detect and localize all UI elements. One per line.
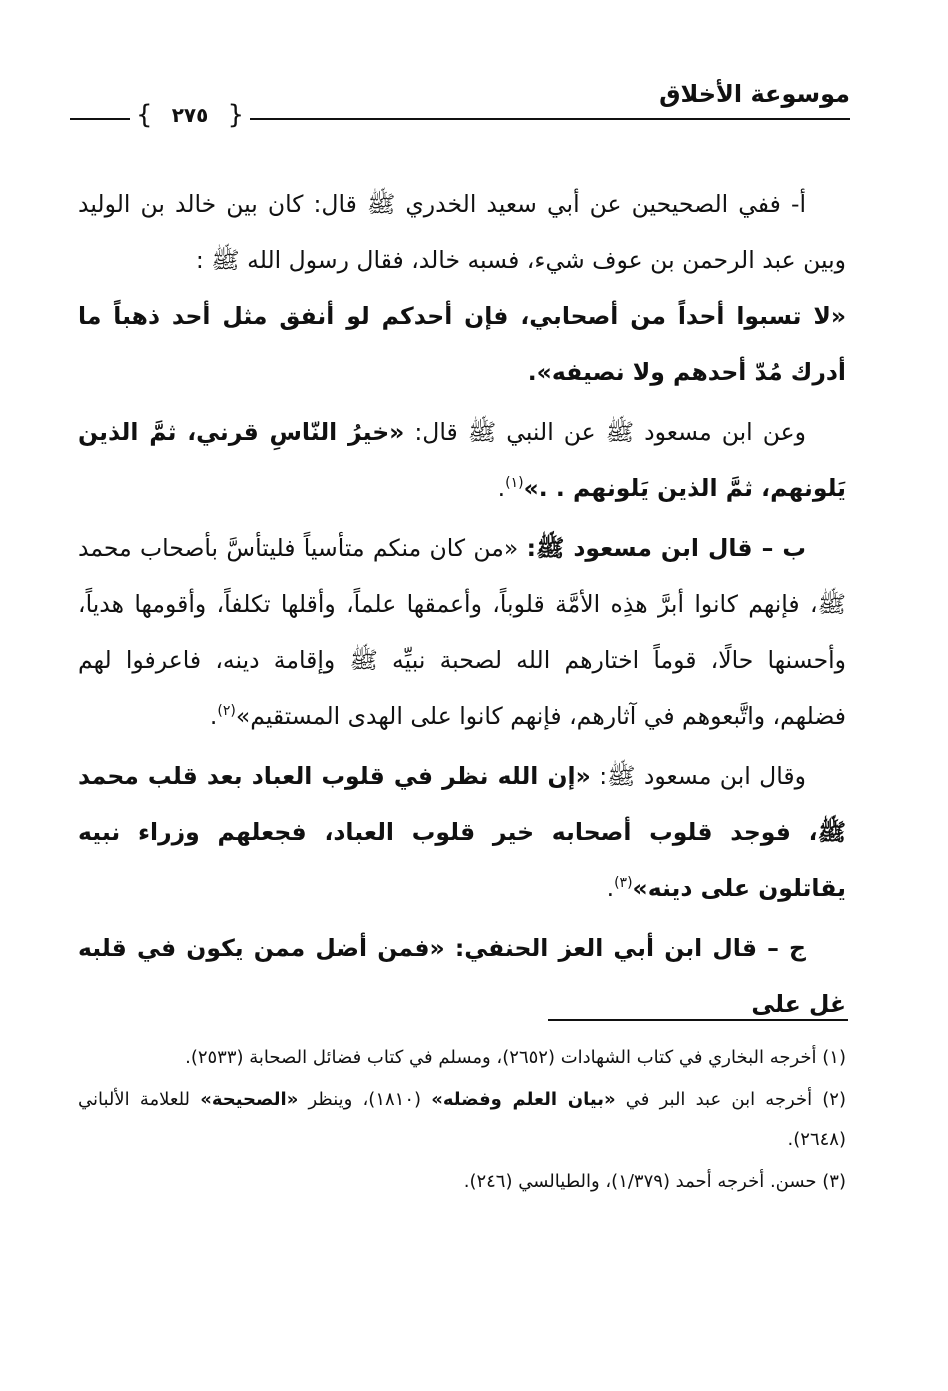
header-rule-short	[70, 118, 130, 120]
paragraph-ibn-masud	[78, 404, 846, 516]
paragraph-a-hadith	[78, 288, 846, 400]
page-number-badge	[136, 100, 244, 130]
paragraph-c	[78, 920, 846, 1032]
footnotes	[78, 1038, 846, 1204]
period: .	[606, 874, 615, 902]
paragraph-intro: وقال ابن مسعود ﷺ:	[590, 762, 806, 790]
period: .	[209, 702, 218, 730]
paragraph-label: ب – قال ابن مسعود ﷺ:	[526, 534, 806, 562]
footnote-separator	[548, 1019, 848, 1021]
footnote-2-a: (٢) أخرجه ابن عبد البر في	[615, 1089, 846, 1110]
paragraph-intro: وعن ابن مسعود ﷺ عن النبي ﷺ قال:	[404, 418, 806, 446]
paragraph-a	[78, 176, 846, 288]
book-title: موسوعة الأخلاق	[659, 80, 850, 108]
page-number: ٢٧٥	[171, 103, 209, 127]
footnote-ref-2: (٢)	[217, 703, 236, 720]
page-header	[70, 80, 850, 130]
footnote-ref-1: (١)	[505, 475, 524, 492]
footnote-2-c: (١٨١٠)، وينظر	[298, 1089, 432, 1110]
quote-text: «فمن أضل ممن يكون في قلبه غل على	[78, 934, 846, 1018]
hadith-text: «لا تسبوا أحداً من أصحابي، فإن أحدكم لو أنفق مثل أحد ذهباً ما أدرك مُدّ أحدهم ولا نصيفه».	[78, 302, 846, 386]
footnote-2	[78, 1080, 846, 1160]
quote-text: «من كان منكم متأسياً فليتأسَّ بأصحاب محمد ﷺ، فإنهم كانوا أبرَّ هذِه الأمَّة قلوباً، وأعمقها علماً، وأقلها تكلفاً، وأقومها هدياً، وأحسنها حالًا، قوماً اختارهم الله لصحبة نبيِّه ﷺ وإقامة دينه، فاعرفوا لهم فضلهم، واتَّبعوهم في آثارهم، فإنهم كانوا على الهدى المستقيم»	[78, 534, 846, 730]
main-text	[78, 176, 846, 1036]
paragraph-ibn-masud-2	[78, 748, 846, 916]
period: .	[497, 474, 506, 502]
footnote-ref-3: (٣)	[614, 875, 633, 892]
paragraph-b	[78, 520, 846, 744]
footnote-2-e: للعلامة الألباني (٢٦٤٨).	[78, 1089, 846, 1150]
hadith-text: «خيرُ النّاسِ قرني، ثمَّ الذين يَلونهم، ثمَّ الذين يَلونهم . .»	[78, 418, 846, 502]
footnote-1: (١) أخرجه البخاري في كتاب الشهادات (٢٦٥٢)، ومسلم في كتاب فضائل الصحابة (٢٥٣٣).	[185, 1047, 846, 1068]
brace-left: {	[136, 100, 153, 130]
header-rule	[250, 118, 850, 120]
footnote-3: (٣) حسن. أخرجه أحمد (١/٣٧٩)، والطيالسي (٢٤٦).	[463, 1171, 846, 1192]
brace-right: }	[227, 100, 244, 130]
footnote-2-book: «بيان العلم وفضله»	[431, 1089, 616, 1110]
footnote-2-book-2: «الصحيحة»	[200, 1089, 299, 1110]
quote-text: «إن الله نظر في قلوب العباد بعد قلب محمد ﷺ، فوجد قلوب أصحابه خير قلوب العباد، فجعلهم وزراء نبيه يقاتلون على دينه»	[78, 762, 846, 902]
paragraph-label: ج – قال ابن أبي العز الحنفي:	[454, 934, 806, 962]
paragraph-a-intro: أ- ففي الصحيحين عن أبي سعيد الخدري ﷺ قال: كان بين خالد بن الوليد وبين عبد الرحمن بن عوف شيء، فسبه خالد، فقال رسول الله ﷺ :	[78, 190, 846, 274]
